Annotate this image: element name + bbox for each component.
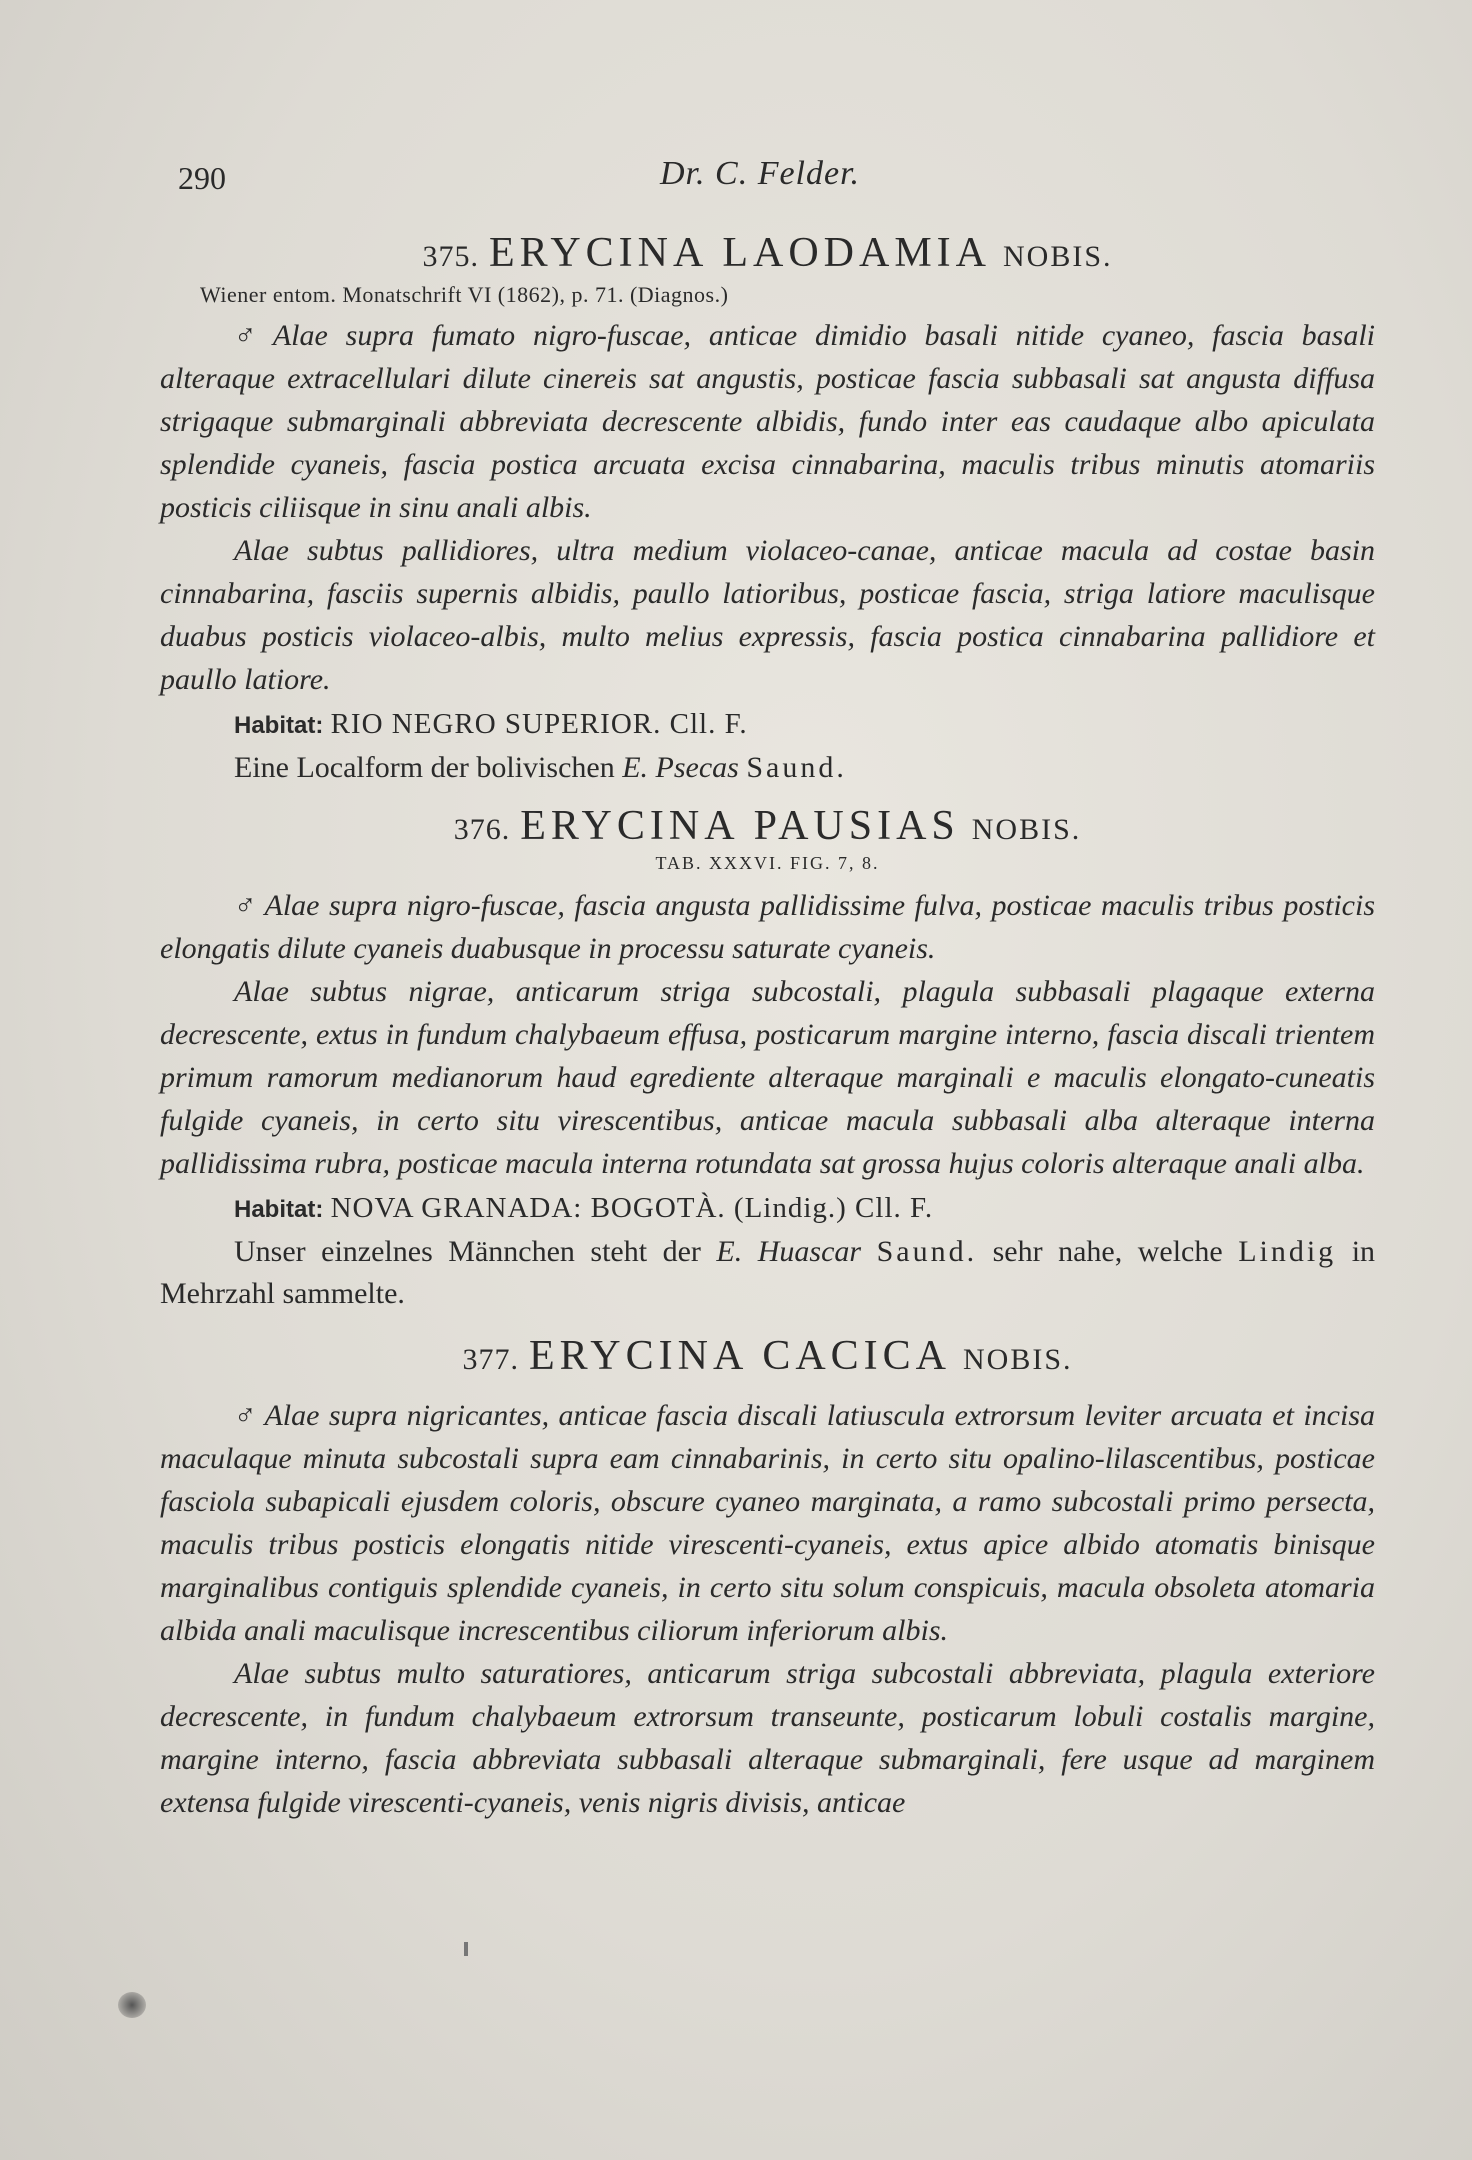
- species-name: LAODAMIA: [722, 230, 991, 276]
- note-text: in Mehrzahl sammelte.: [160, 1235, 1376, 1311]
- page-number: 290: [178, 160, 226, 196]
- ink-smudge: [118, 1992, 146, 2018]
- entry-number: 375.: [422, 240, 479, 273]
- description-text: Alae supra fumato nigro-fuscae, anticae dimidio basali nitide cyaneo, fascia basali alteraque extracellulari dilute cinereis sat angustis, posticae fascia subbasali sat angusta diffusa strigaque submarginali abbreviata decrescente albidis, fundo inter eas caudaque albo apiculata splendide cyaneis, fascia postica arcuata excisa cinnabarina, maculis tribus minutis atomariis posticis ciliisque in sinu anali albis.: [160, 319, 1375, 525]
- species-entry: [160, 1333, 1375, 1823]
- note-author: Saund.: [876, 1235, 978, 1269]
- note-species: E. Psecas: [622, 751, 739, 785]
- german-note: [160, 747, 1375, 789]
- literature-reference: Wiener entom. Monatschrift VI (1862), p. 71. (Diagnos.): [200, 282, 729, 308]
- description-underside: Alae subtus multo saturatiores, anticarum striga subcostali abbreviata, plagula exteriore decrescente, in fundum chalybaeum extrorsum transeunte, posticarum lobuli costalis margine, margine interno, fascia abbreviata subbasali alteraque submarginali, fere usque ad marginem extensa fulgide virescenti-cyaneis, venis nigris divisis, anticae: [160, 1656, 1375, 1819]
- species-name: PAUSIAS: [753, 803, 960, 850]
- description-upperside: [160, 1394, 1375, 1652]
- description-underside: Alae subtus pallidiores, ultra medium violaceo-canae, anticae macula ad costae basin cinnabarina, fasciis supernis albidis, paullo latioribus, posticae fascia, striga latiore maculisque duabus posticis violaceo-albis, multo melius expressis, fascia postica cinnabarina pallidiore et paullo latiore.: [160, 534, 1375, 697]
- entry-number: 376.: [453, 813, 511, 847]
- description-upperside: [160, 884, 1375, 970]
- entry-number: 377.: [462, 1343, 519, 1377]
- author-label: NOBIS.: [963, 1343, 1073, 1377]
- plate-reference: TAB. XXXVI. FIG. 7, 8.: [655, 853, 880, 874]
- note-author: Saund.: [746, 751, 847, 785]
- habitat-line: [234, 703, 1375, 747]
- author-label: NOBIS.: [1003, 240, 1113, 273]
- species-entry: [160, 230, 1375, 789]
- note-text: Unser einzelnes Männchen steht der: [234, 1235, 701, 1269]
- note-species: E. Huascar: [716, 1235, 862, 1269]
- description-upperside: [160, 314, 1375, 529]
- author-label: NOBIS.: [971, 813, 1082, 847]
- genus-name: ERYCINA: [528, 1333, 749, 1380]
- description-text: Alae supra nigro-fuscae, fascia angusta pallidissime fulva, posticae maculis tribus posticis elongatis dilute cyaneis duabusque in processu saturate cyaneis.: [160, 889, 1375, 966]
- running-head: Dr. C. Felder.: [660, 155, 861, 192]
- entry-title: [160, 803, 1375, 849]
- page-body: [160, 230, 1375, 1824]
- collector-name: Lindig: [1238, 1235, 1337, 1269]
- male-symbol-icon: ♂: [234, 319, 267, 353]
- male-symbol-icon: ♂: [234, 1398, 259, 1432]
- habitat-location: NOVA GRANADA: BOGOTÀ. (Lindig.) Cll. F.: [330, 1192, 934, 1225]
- species-name: CACICA: [762, 1333, 952, 1380]
- description-underside: Alae subtus nigrae, anticarum striga subcostali, plagula subbasali plagaque externa decrescente, extus in fundum chalybaeum effusa, posticarum margine interno, fascia discali trientem primum ramorum medianorum haud egrediente alteraque marginali e maculis elongato-cuneatis fulgide cyaneis, in certo situ virescentibus, anticae macula subbasali alba alteraque interna pallidissima rubra, posticae macula interna rotundata sat grossa hujus coloris alteraque anali alba.: [160, 975, 1375, 1181]
- ink-speck: [464, 1942, 468, 1956]
- note-text: Eine Localform der bolivischen: [234, 751, 615, 785]
- habitat-label: Habitat:: [234, 712, 324, 740]
- note-text: sehr nahe, welche: [992, 1235, 1223, 1269]
- habitat-location: RIO NEGRO SUPERIOR. Cll. F.: [330, 708, 748, 741]
- entry-title: [160, 230, 1375, 276]
- page-header: [0, 150, 1472, 200]
- entry-title: [160, 1333, 1375, 1379]
- genus-name: ERYCINA: [488, 230, 709, 276]
- habitat-label: Habitat:: [234, 1196, 324, 1224]
- species-entry: [160, 803, 1375, 1315]
- description-text: Alae supra nigricantes, anticae fascia discali latiuscula extrorsum leviter arcuata et incisa maculaque minuta subcostali supra eam cinnabarinis, in certo situ opalino-lilascentibus, posticae fasciola subapicali ejusdem coloris, obscure cyaneo marginata, a ramo subcostali primo persecta, maculis tribus posticis elongatis nitide virescenti-cyaneis, extus apice albido atomatis binisque marginalibus contiguis splendide cyaneis, in certo situ solum conspicuis, macula obsoleta atomaria albida anali maculisque increscentibus ciliorum inferiorum albis.: [160, 1398, 1375, 1647]
- german-note: [160, 1231, 1375, 1315]
- genus-name: ERYCINA: [520, 803, 740, 850]
- male-symbol-icon: ♂: [234, 889, 259, 923]
- habitat-line: [234, 1187, 1375, 1231]
